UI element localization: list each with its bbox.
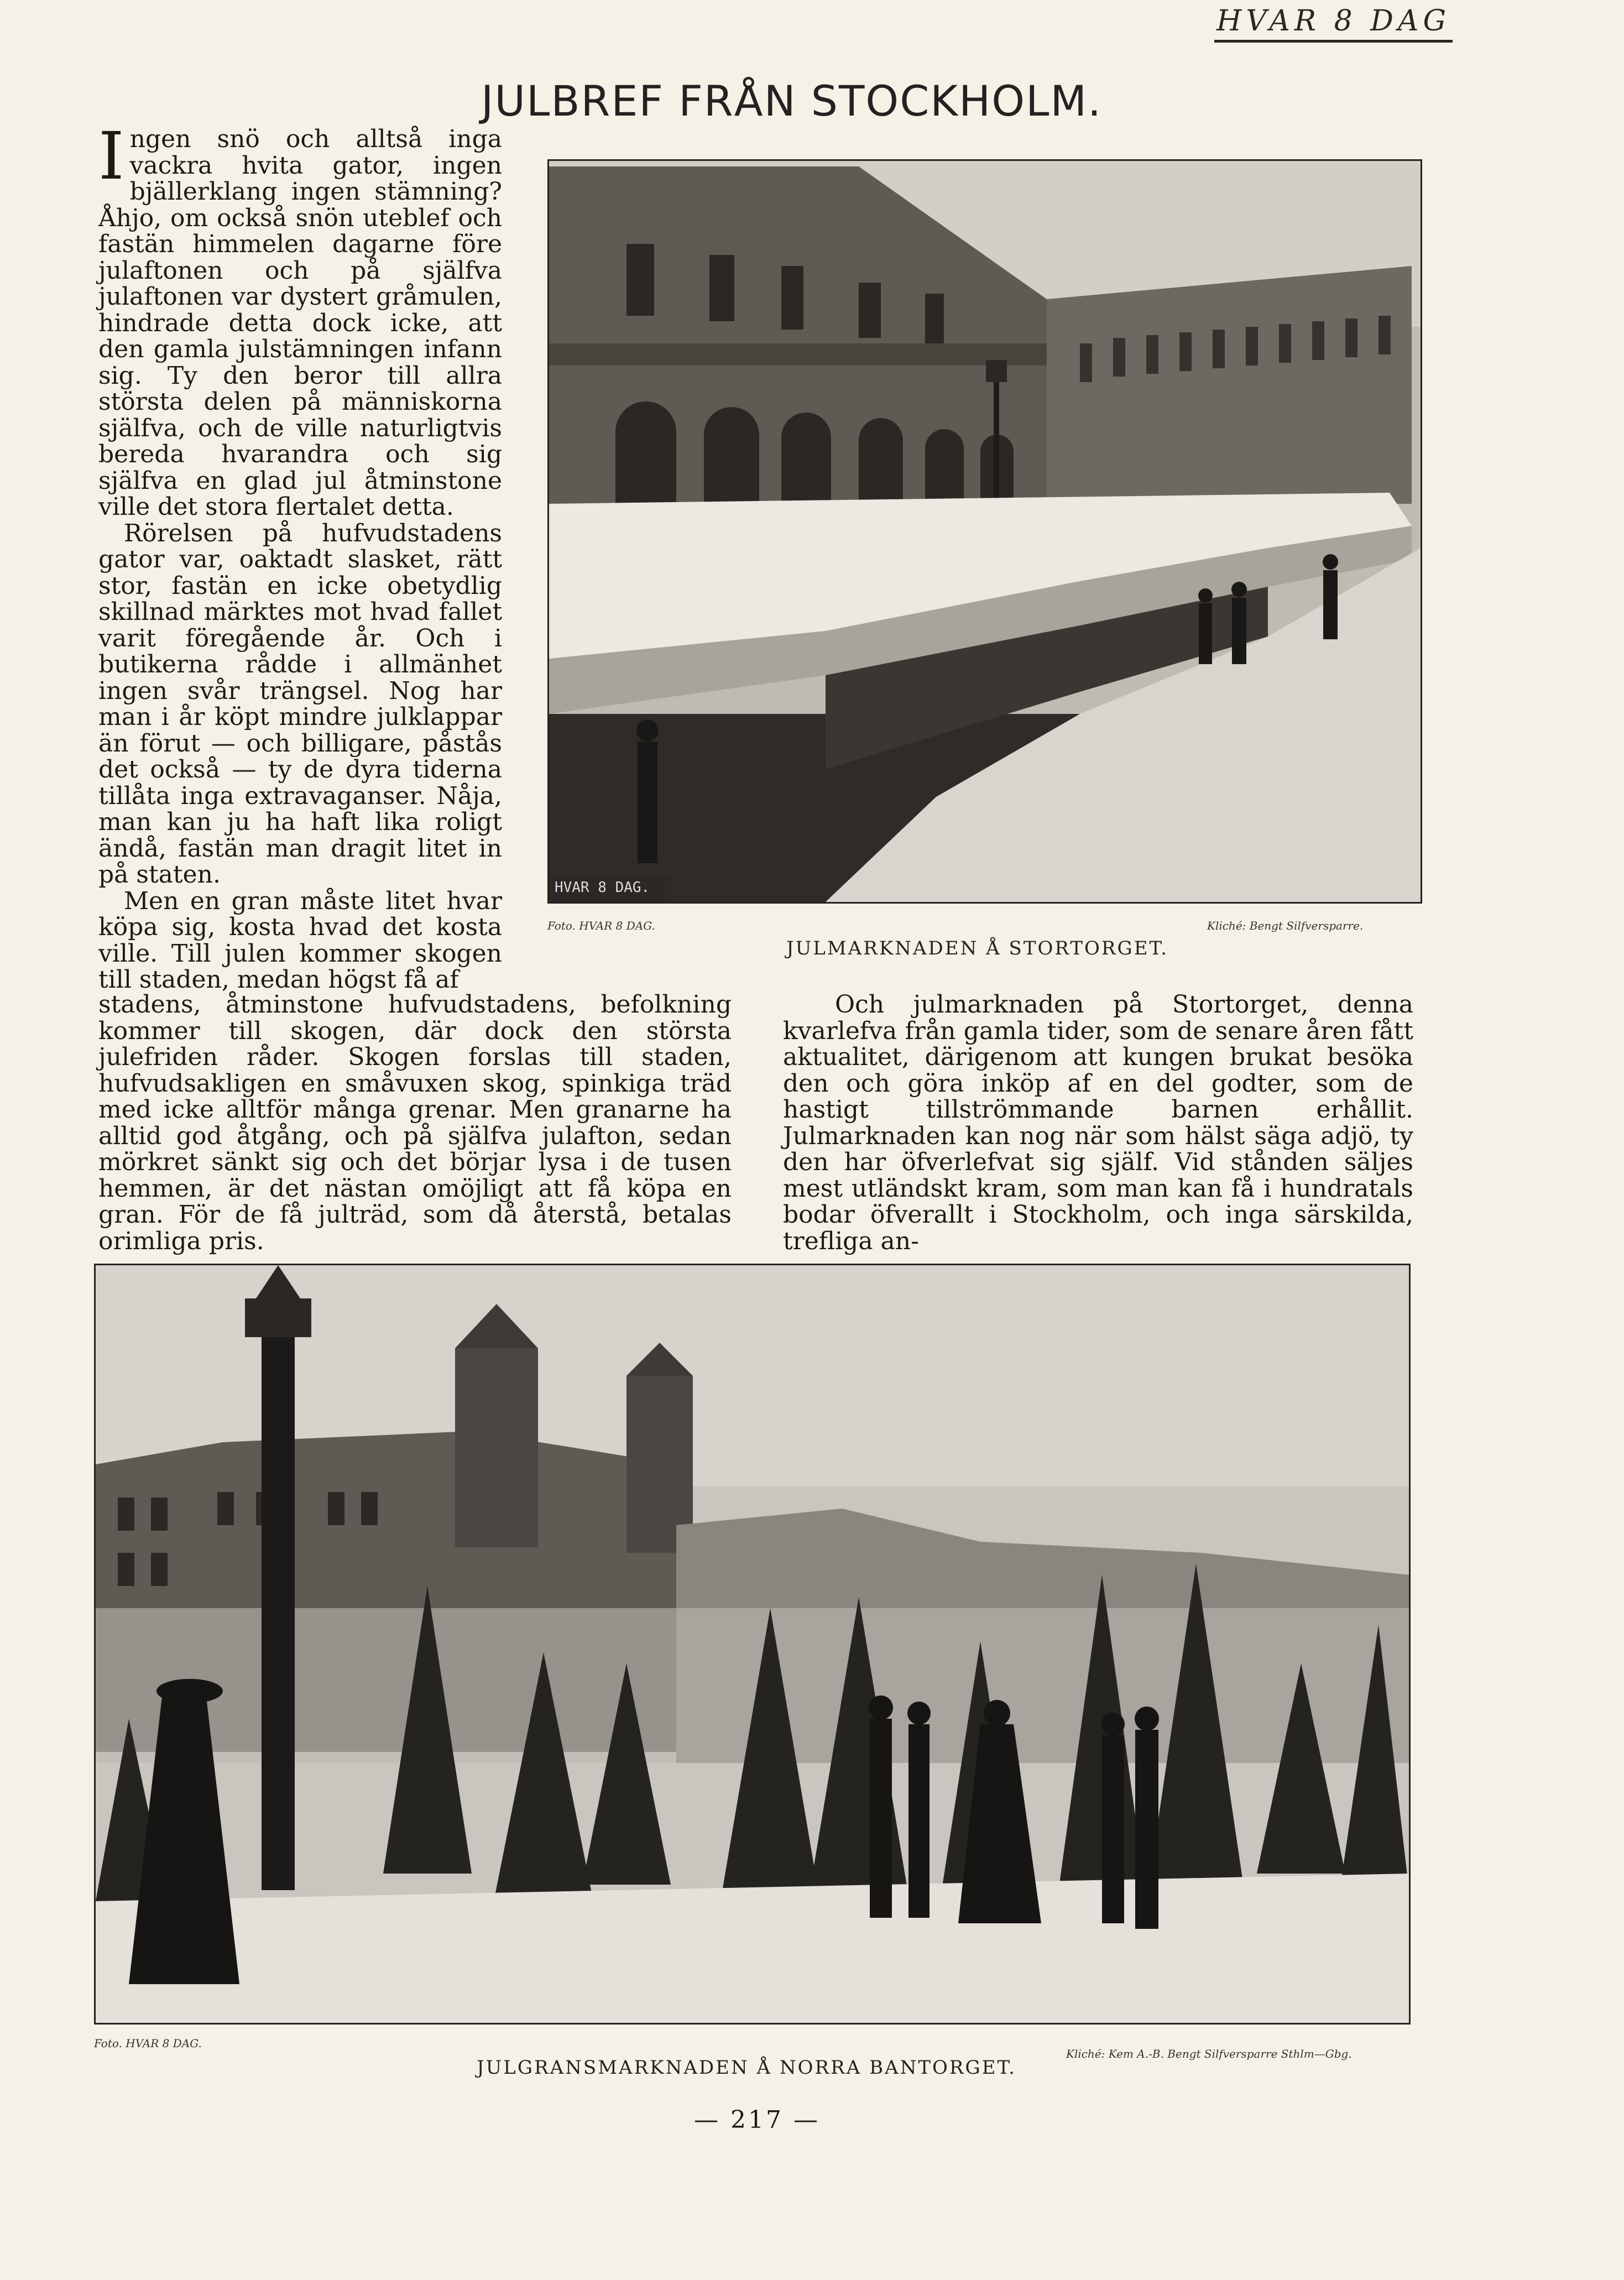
photo1-caption: JULMARKNADEN Å STORTORGET.: [786, 937, 1168, 959]
photo1-credit-left: Foto. HVAR 8 DAG.: [547, 919, 655, 932]
page-number: — 217 —: [694, 2106, 820, 2134]
paragraph-2: Rörelsen på hufvudstadens gator var, oaktadt slasket, rätt stor, fastän en icke obetydlig skillnad märktes mot hvad fallet varit föregående år. Och i butikerna rådde i allmänhet ingen svår trängsel. Nog har man i år köpt mindre julklappar än förut — och billigare, påstås det också — ty de dyra tiderna tillåta inga extravaganser. Nåja, man kan ju ha haft lika roligt ändå, fastän man dragit litet in på staten.: [98, 519, 502, 889]
article-title: JULBREF FRÅN STOCKHOLM.: [481, 76, 1103, 126]
paragraph-3-continued: stadens, åtminstone hufvudstadens, befolkning kommer till skogen, där dock den största julefriden råder. Skogen forslas till staden, hufvudsakligen en småvuxen skog, spinkiga träd med icke alltför många grenar. Men granarne ha alltid god åtgång, och på själfva julafton, sedan mörkret sänkt sig och det börjar lysa i de tusen hemmen, är det nästan omöjligt att få köpa en gran. För de få julträd, som då återstå, betalas orimliga pris.: [98, 990, 732, 1255]
article-column-right: [783, 992, 1413, 1254]
photo2-credit-right: Kliché: Kem A.-B. Bengt Silfversparre Sthlm—Gbg.: [1066, 2047, 1352, 2060]
article-continued: [98, 992, 732, 1254]
market-scene: [549, 161, 1421, 902]
paragraph-4: Och julmarknaden på Stortorget, denna kvarlefva från gamla tider, som de senare åren fått aktualitet, därigenom att kungen brukat besöka den och göra inköp af en del godter, som de hastigt tillströmmande barnen erhållit. Julmarknaden kan nog när som hälst säga adjö, ty den har öfverlefvat sig själf. Vid stånden säljes mest utländskt kram, som man kan få i hundratals bodar öfverallt i Stockholm, och inga särskilda, trefliga an-: [783, 990, 1413, 1255]
masthead: HVAR 8 DAG: [1214, 4, 1453, 43]
photo1-credit-right: Kliché: Bengt Silfversparre.: [1207, 919, 1364, 932]
photo2-credit-left: Foto. HVAR 8 DAG.: [94, 2037, 202, 2050]
photo2-caption: JULGRANSMARKNADEN Å NORRA BANTORGET.: [477, 2057, 1016, 2079]
paragraph-3: Men en gran måste litet hvar köpa sig, kosta hvad det kosta ville. Till julen kommer skogen till staden, medan högst få af: [98, 886, 502, 994]
photo-stortorget-market: [547, 159, 1422, 904]
tree-market-scene: [96, 1265, 1409, 2023]
article-column-left: [98, 118, 502, 994]
photo-christmas-tree-market: [94, 1264, 1411, 2025]
paragraph-1: Ingen snö och alltså inga vackra hvita gator, ingen bjällerklang ingen stämning? Åhjo, om också snön uteblef och fastän himmelen dagarne före julaftonen och på själfva julaftonen var dystert gråmulen, hindrade detta dock icke, att den gamla julstämningen infann sig. Ty den beror till allra största delen på människorna själfva, och de ville naturligtvis bereda hvarandra och sig själfva en glad jul åtminstone ville det stora flertalet detta.: [98, 118, 502, 521]
drop-cap: I: [98, 118, 124, 194]
svg-text:HVAR 8 DAG.: HVAR 8 DAG.: [555, 879, 650, 896]
